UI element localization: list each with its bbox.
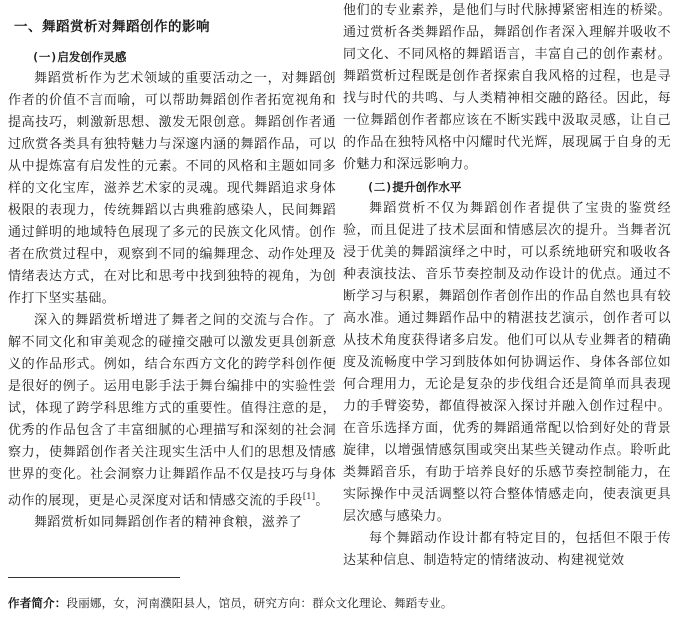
citation: [1] xyxy=(302,492,316,501)
paragraph-end: 。 xyxy=(315,493,329,509)
subheading-improve: (二)提升创作水平 xyxy=(367,180,462,194)
footnote-divider xyxy=(8,577,180,578)
left-column xyxy=(8,0,336,534)
author-footnote xyxy=(8,595,453,611)
paragraph-text: 深入的舞蹈赏析增进了舞者之间的交流与合作。了解不同文化和审美观念的碰撞交融可以激发更具创新意义的作品形式。例如，结合东西方文化的跨学科创作便是很好的例子。运用电影手法于舞台编排中的实验性尝试，体现了跨学科思维方式的重要性。值得注意的是，优秀的作品包含了丰富细腻的心理描写和深刻的社会洞察力，使舞蹈创作者关注现实生活中人们的思想及情感世界的变化。社会洞察力让舞蹈作品不仅是技巧与身体动作的展现，更是心灵深度对话和情感交流的手段 xyxy=(8,313,336,509)
paragraph: 舞蹈赏析不仅为舞蹈创作者提供了宝贵的鉴赏经验，而且促进了技术层面和情感层次的提升。当舞者沉浸于优美的舞蹈演绎之中时，可以系统地研究和吸收各种表演技法、音乐节奏控制及动作设计的优点。通过不断学习与积累，舞蹈创作者创作出的作品自然也具有较高水准。通过舞蹈作品中的精湛技艺演示，创作者可以从技术角度获得诸多启发。他们可以从专业舞者的精确度及流畅度中学习到肢体如何协调运作、身体各部位如何合理用力，无论是复杂的步伐组合还是简单而具表现力的手臂姿势，都值得被深入探讨并融入创作过程中。在音乐选择方面，优秀的舞蹈通常配以恰到好处的背景旋律，以增强情感氛围或突出某些关键动作点。聆听此类舞蹈音乐，有助于培养良好的乐感节奏控制能力，在实际操作中灵活调整以符合整体情感走向，使表演更具层次感与感染力。 xyxy=(343,201,671,524)
paragraph xyxy=(8,310,336,512)
subheading-inspiration: (一)启发创作灵感 xyxy=(32,50,127,64)
paragraph: 舞蹈赏析作为艺术领域的重要活动之一，对舞蹈创作者的价值不言而喻，可以帮助舞蹈创作者拓宽视角和提高技巧，刺激新思想、激发无限创意。舞蹈创作者通过欣赏各类具有独特魅力与深邃内涵的舞蹈作品，可以从中提炼富有启发性的元素。不同的风格和主题如同多样的文化宝库，滋养艺术家的灵魂。现代舞蹈追求身体极限的表现力，传统舞蹈以古典雅韵感染人，民间舞蹈通过鲜明的地域特色展现了多元的民族文化风情。创作者在欣赏过程中，观察到不同的编舞理念、动作处理及情绪表达方式，在对比和思考中找到独特的视角，为创作打下坚实基础。 xyxy=(8,71,336,306)
section-title: 一、舞蹈赏析对舞蹈创作的影响 xyxy=(14,19,210,35)
footnote-text: 段丽娜，女，河南濮阳县人，馆员，研究方向：群众文化理论、舞蹈专业。 xyxy=(66,596,453,610)
right-column xyxy=(343,0,671,572)
paragraph-continued: 他们的专业素养，是他们与时代脉搏紧密相连的桥梁。通过赏析各类舞蹈作品，舞蹈创作者深入理解并吸收不同文化、不同风格的舞蹈语言，丰富自己的创作素材。舞蹈赏析过程既是创作者探索自我风格的过程，也是寻找与时代的共鸣、与人类精神相交融的路径。因此，每一位舞蹈创作者都应该在不断实践中汲取灵感，让自己的作品在独特风格中闪耀时代光辉，展现属于自身的无价魅力和深远影响力。 xyxy=(343,3,671,172)
footnote-label: 作者简介： xyxy=(8,596,67,610)
paragraph: 每个舞蹈动作设计都有特定目的，包括但不限于传达某种信息、制造特定的情绪波动、构建视觉效 xyxy=(343,531,671,568)
paragraph: 舞蹈赏析如同舞蹈创作者的精神食粮，滋养了 xyxy=(34,515,303,531)
